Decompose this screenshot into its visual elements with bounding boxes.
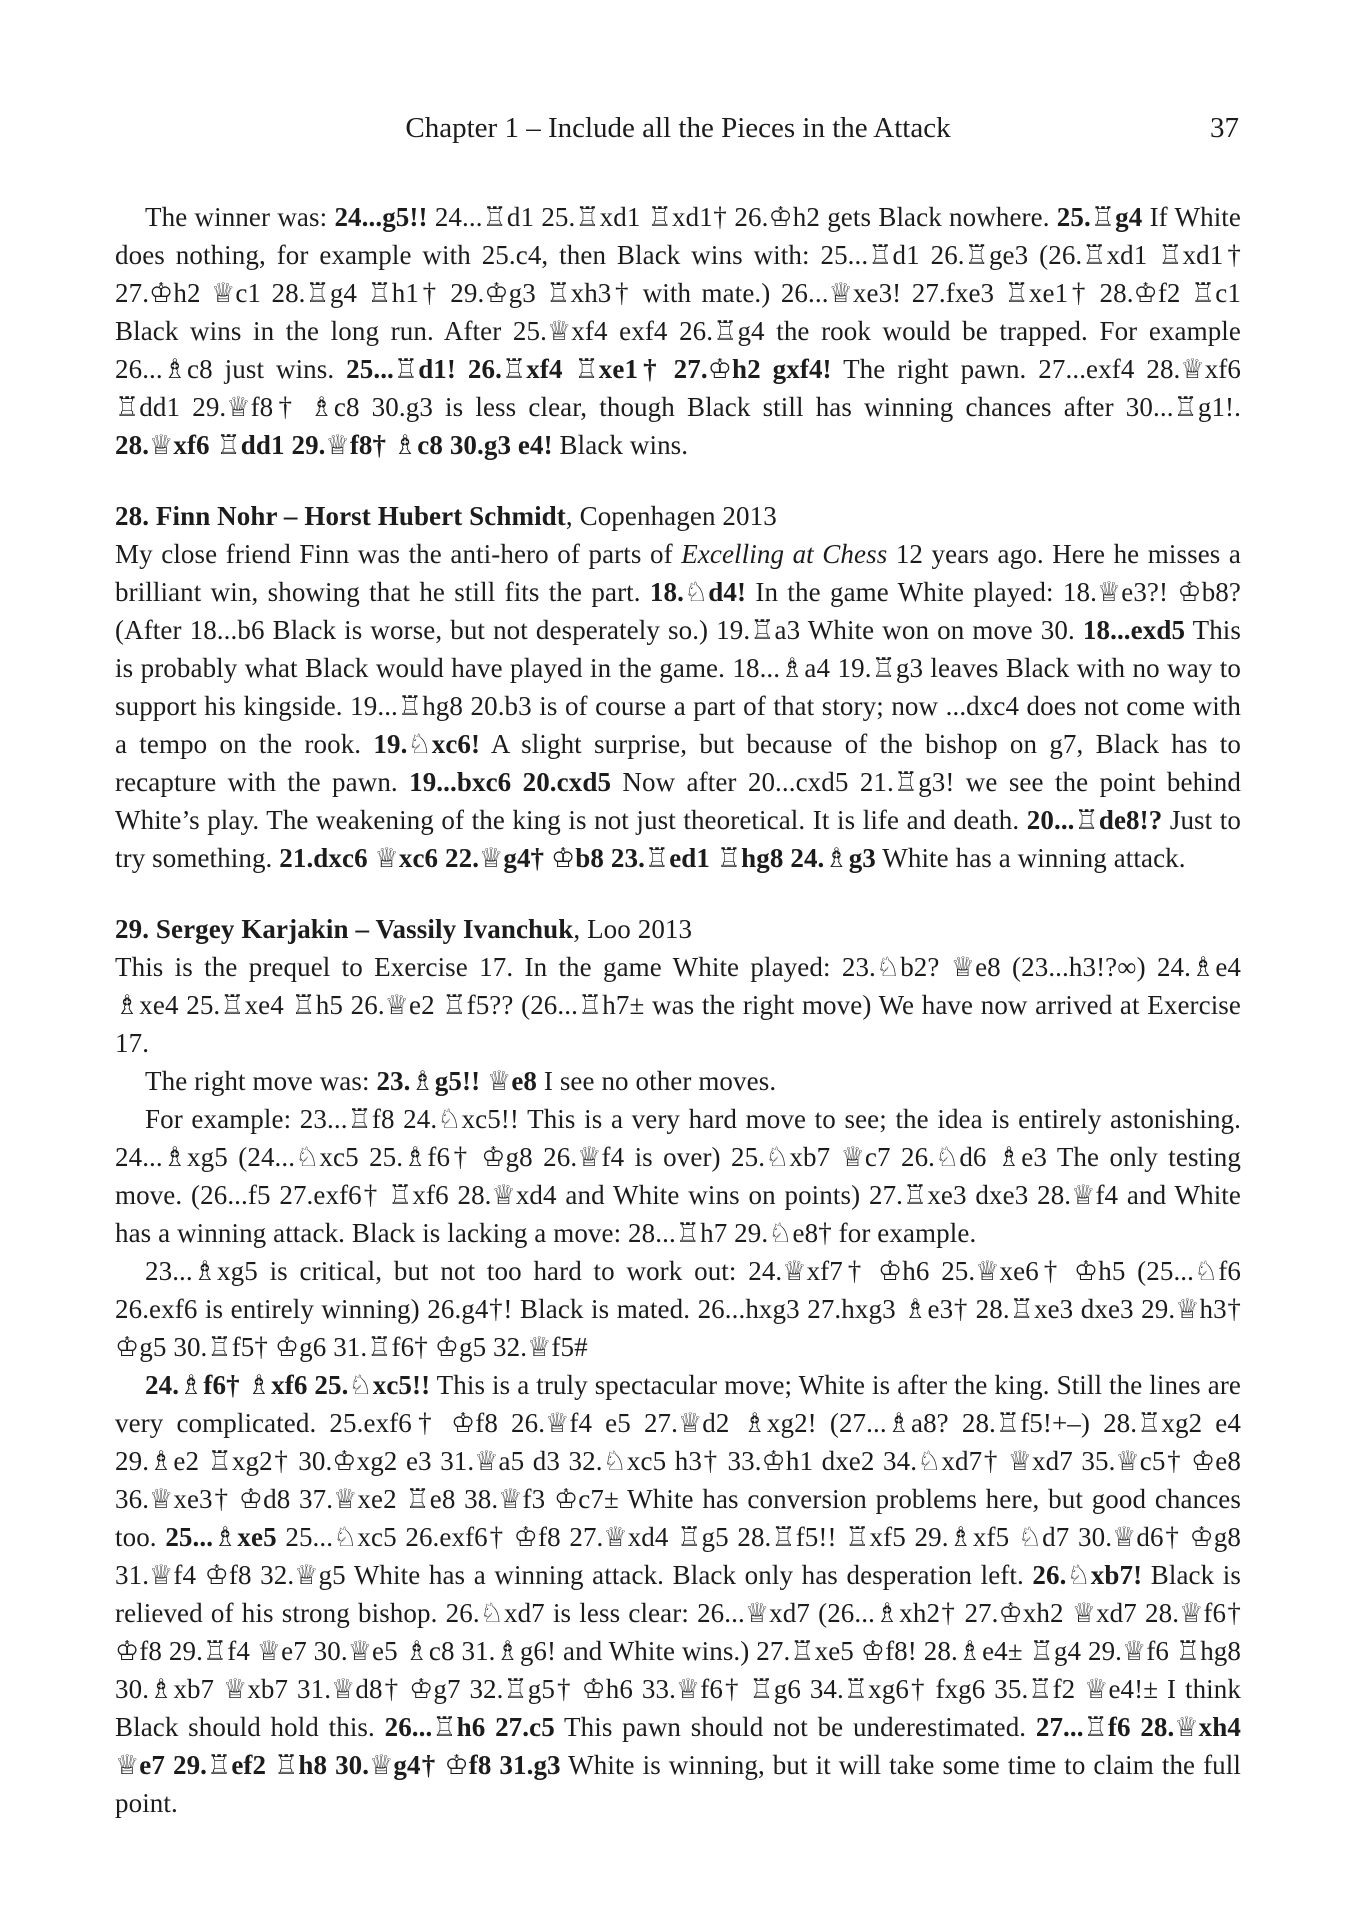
text-run: 18.♘d4! [649,577,747,607]
text-run: This is a truly spectacular move; White is after the king. Still the lines are very complicated. 25.exf6† ♔f8 26.♕f4 e5 27.♕d2 ♗xg2! (27...♗a8? 28.♖f5!+–) 28.♖xg2 e4 29.♗e2 ♖xg2† 30.♔xg2 e3 31.♕a5 d3 32.♘xc5 h3† 33.♔h1 dxe2 34.♘xd7† ♕xd7 35.♕c5† ♔e8 36.♕xe3† ♔d8 37.♕xe2 ♖e8 38.♕f3 ♔c7± White has conversion problems here, but good chances too. [115,1370,1242,1552]
text-run: The winner was: [145,202,335,232]
paragraph [115,198,1241,464]
text-run: A slight surprise, but because of the bishop on g7, Black has to recapture with the pawn. [115,729,1241,797]
text-run: 18...exd5 [1082,615,1186,645]
text-run: The right pawn. 27...exf4 28.♕xf6 ♖dd1 29.♕f8† ♗c8 30.g3 is less clear, though Black still has winning chances after 30...♖g1!. [115,354,1241,422]
text-run: 19...bxc6 20.cxd5 [409,767,612,797]
text-run: 25...♘xc5 26.exf6† ♔f8 27.♕xd4 ♖g5 28.♖f5!! ♖xf5 29.♗xf5 ♘d7 30.♕d6† ♔g8 31.♕f4 ♔f8 32.♕g5 White has a winning attack. Black only has desperation left. [115,1522,1241,1590]
text-run: 23.♗g5!! ♕e8 [376,1066,538,1096]
book-page [115,108,1241,1822]
text-run: Black wins. [552,430,689,460]
text-run: 24...g5!! [334,202,428,232]
text-run: 27...♖f6 28.♕xh4 ♕e7 29.♖ef2 ♖h8 30.♕g4† ♔f8 31.g3 [115,1712,1241,1780]
text-run: 12 years ago. Here he misses a brilliant win, showing that he still fits the part. [115,539,1242,607]
text-run: Just to try something. [115,805,1241,873]
text-run: This is probably what Black would have played in the game. 18...♗a4 19.♖g3 leaves Black with no way to support his kingside. 19...♖hg8 20.b3 is of course a part of that story; now ...dxc4 does not come with a tempo on the rook. [115,615,1242,759]
text-run: 21.dxc6 ♕xc6 22.♕g4† ♔b8 23.♖ed1 ♖hg8 24.♗g3 [279,843,876,873]
text-run: 25.♖g4 [1056,202,1143,232]
text-run: This pawn should not be underestimated. [554,1712,1036,1742]
text-run: Excelling at Chess [681,539,888,569]
text-run: The right move was: [145,1066,377,1096]
game-heading [115,497,1241,535]
text-run: Black is relieved of his strong bishop. 26.♘xd7 is less clear: 26...♕xd7 (26...♗xh2† 27.♔xh2 ♕xd7 28.♕f6† ♔f8 29.♖f4 ♕e7 30.♕e5 ♗c8 31.♗g6! and White wins.) 27.♖xe5 ♔f8! 28.♗e4± ♖g4 29.♕f6 ♖hg8 30.♗xb7 ♕xb7 31.♕d8† ♔g7 32.♖g5† ♔h6 33.♕f6† ♖g6 34.♖xg6† fxg6 35.♖f2 ♕e4!± I think Black should hold this. [115,1560,1241,1742]
text-run: 25...♗xe5 [165,1522,277,1552]
text-run: If White does nothing, for example with 25.c4, then Black wins with: 25...♖d1 26.♖ge3 (26.♖xd1 ♖xd1† 27.♔h2 ♕c1 28.♖g4 ♖h1† 29.♔g3 ♖xh3† with mate.) 26...♕xe3! 27.fxe3 ♖xe1† 28.♔f2 ♖c1 Black wins in the long run. After 25.♕xf4 exf4 26.♖g4 the rook would be trapped. For example 26...♗c8 just wins. [115,202,1241,384]
text-run: , Loo 2013 [573,914,693,944]
text-run: 29. Sergey Karjakin – Vassily Ivanchuk [115,914,574,944]
paragraph [115,535,1241,877]
text-run: , Copenhagen 2013 [565,501,777,531]
text-run: 26...♖h6 27.c5 [384,1712,555,1742]
paragraph [115,1366,1241,1822]
game-heading [115,910,1241,948]
text-run: 25...♖d1! 26.♖xf4 ♖xe1† 27.♔h2 gxf4! [346,354,832,384]
text-run: 19.♘xc6! [373,729,481,759]
text-run: In the game White played: 18.♕e3?! ♔b8? (After 18...b6 Black is worse, but not desperately so.) 19.♖a3 White won on move 30. [115,577,1241,645]
running-head [115,108,1241,148]
text-run: 28.♕xf6 ♖dd1 29.♕f8† ♗c8 30.g3 e4! [115,430,553,460]
text-run: White is winning, but it will take some time to claim the full point. [115,1750,1241,1818]
page-number: 37 [1210,112,1239,144]
page-body [115,198,1241,1822]
text-run: 28. Finn Nohr – Horst Hubert Schmidt [115,501,566,531]
text-run: 26.♘xb7! [1032,1560,1143,1590]
paragraph [115,1100,1241,1252]
chapter-title: Chapter 1 – Include all the Pieces in the Attack [405,112,951,144]
text-run: 24.♗f6† ♗xf6 25.♘xc5!! [145,1370,431,1400]
paragraph [115,1252,1241,1366]
text-run: Now after 20...cxd5 21.♖g3! we see the point behind White’s play. The weakening of the king is not just theoretical. It is life and death. [115,767,1242,835]
text-run: 23...♗xg5 is critical, but not too hard to work out: 24.♕xf7† ♔h6 25.♕xe6† ♔h5 (25...♘f6 26.exf6 is entirely winning) 26.g4†! Black is mated. 26...hxg3 27.hxg3 ♗e3† 28.♖xe3 dxe3 29.♕h3† ♔g5 30.♖f5† ♔g6 31.♖f6† ♔g5 32.♕f5# [115,1256,1241,1362]
paragraph [115,948,1241,1062]
text-run: I see no other moves. [537,1066,777,1096]
text-run: This is the prequel to Exercise 17. In the game White played: 23.♘b2? ♕e8 (23...h3!?∞) 24.♗e4 ♗xe4 25.♖xe4 ♖h5 26.♕e2 ♖f5?? (26...♖h7± was the right move) We have now arrived at Exercise 17. [115,952,1241,1058]
paragraph [115,1062,1241,1100]
text-run: 24...♖d1 25.♖xd1 ♖xd1† 26.♔h2 gets Black nowhere. [427,202,1057,232]
text-run: 20...♖de8!? [1026,805,1163,835]
text-run: White has a winning attack. [875,843,1186,873]
text-run: For example: 23...♖f8 24.♘xc5!! This is a very hard move to see; the idea is entirely astonishing. 24...♗xg5 (24...♘xc5 25.♗f6† ♔g8 26.♕f4 is over) 25.♘xb7 ♕c7 26.♘d6 ♗e3 The only testing move. (26...f5 27.exf6† ♖xf6 28.♕xd4 and White wins on points) 27.♖xe3 dxe3 28.♕f4 and White has a winning attack. Black is lacking a move: 28...♖h7 29.♘e8† for example. [115,1104,1241,1248]
text-run: My close friend Finn was the anti-hero of parts of [115,539,682,569]
